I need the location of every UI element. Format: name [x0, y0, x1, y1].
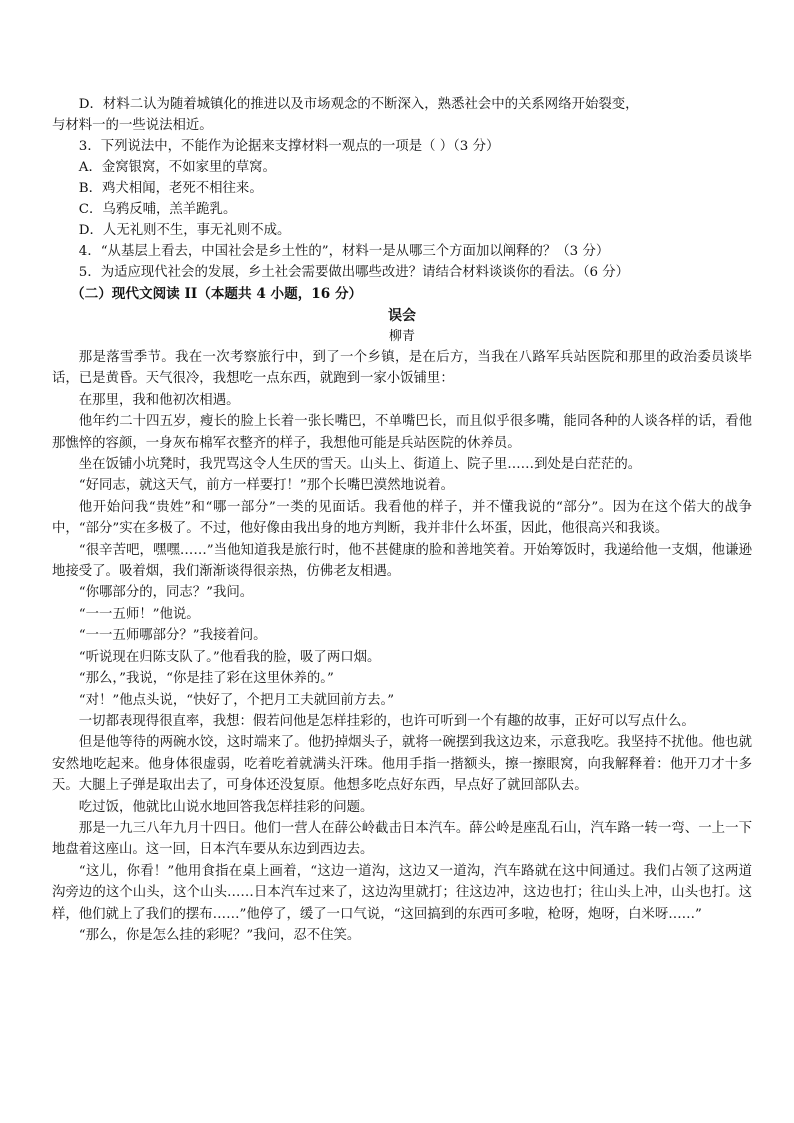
- question-4: 4．“从基层上看去，中国社会是乡土性的”，材料一是从哪三个方面加以阐释的？（3 分）: [78, 244, 610, 259]
- article-body: [52, 347, 752, 946]
- paragraph: “你哪部分的，同志？”我问。: [78, 585, 254, 601]
- paragraph: “一一五师哪部分？”我接着问。: [78, 628, 267, 644]
- article-author: 柳青: [388, 329, 415, 344]
- paragraph: “听说现在归陈支队了。”他看我的脸，吸了两口烟。: [78, 649, 381, 665]
- question-5: 5．为适应现代社会的发展，乡土社会需要做出哪些改进？请结合材料谈谈你的看法。（6 分）: [78, 265, 630, 280]
- paragraph: “那么，你是怎么挂的彩呢？”我问，忍不住笑。: [78, 927, 361, 943]
- section-heading: （二）现代文阅读 II（本题共 4 小题，16 分）: [71, 286, 363, 302]
- option-d-line2: 与材料一的一些说法相近。: [52, 118, 213, 133]
- document-page: [52, 94, 752, 946]
- question-3-option-c: C．乌鸦反哺，羔羊跪乳。: [78, 202, 237, 217]
- paragraph: 他年约二十四五岁，瘦长的脸上长着一张长嘴巴，不单嘴巴长，而且似乎很多嘴，能同各种的人谈各样的话，看他那憔悴的容颜，一身灰布棉军衣整齐的样子，我想他可能是兵站医院的休养员。: [52, 414, 752, 451]
- paragraph: 吃过饭，他就比山说水地回答我怎样挂彩的问题。: [78, 799, 374, 815]
- paragraph: “一一五师！”他说。: [78, 606, 200, 622]
- question-3: 3．下列说法中，不能作为论据来支撑材料一观点的一项是（ ）（3 分）: [78, 139, 500, 154]
- paragraph: 一切都表现得很直率，我想：假若问他是怎样挂彩的，也许可听到一个有趣的故事，正好可以写点什么。: [78, 713, 695, 729]
- paragraph: 那是一九三八年九月十四日。他们一营人在薛公岭截击日本汽车。薛公岭是座乱石山，汽车路一转一弯、一上一下地盘着这座山。这一回，日本汽车要从东边到西边去。: [52, 820, 752, 858]
- paragraph: “这儿，你看！”他用食指在桌上画着，“这边一道沟，这边又一道沟，汽车路就在这中间通过。我们占领了这两道沟旁边的这个山头，这个山头……日本汽车过来了，这边沟里就打；往这边冲，这边也打；往山头上冲，山头也打。这样，他们就上了我们的摆布……”他停了，缓了一口气说，“这回搞到的东西可多啦，枪呀，炮呀，白米呀……”: [52, 863, 752, 922]
- article-title: 误会: [388, 308, 416, 324]
- option-d-line1: D．材料二认为随着城镇化的推进以及市场观念的不断深入，熟悉社会中的关系网络开始裂变，: [78, 97, 639, 112]
- paragraph: 坐在饭铺小坑凳时，我咒骂这令人生厌的雪天。山头上、街道上、院子里……到处是白茫茫的。: [78, 457, 642, 473]
- question-3-option-b: B．鸡犬相闻，老死不相往来。: [78, 181, 263, 196]
- paragraph: “好同志，就这天气，前方一样要打！”那个长嘴巴漠然地说着。: [78, 478, 455, 494]
- paragraph: 他开始问我“贵姓”和“哪一部分”一类的见面话。我看他的样子，并不懂我说的“部分”。因为在这个偌大的战争中，“部分”实在多极了。不过，他好像由我出身的地方判断，我并非什么坏蛋，因此，他很高兴和我谈。: [52, 499, 752, 537]
- paragraph: “很辛苦吧，嘿嘿……”当他知道我是旅行时，他不甚健康的脸和善地笑着。开始筹饭时，我递给他一支烟，他谦逊地接受了。吸着烟，我们渐渐谈得很亲热，仿佛老友相遇。: [52, 542, 752, 580]
- question-3-option-d: D．人无礼则不生，事无礼则不成。: [78, 223, 291, 238]
- paragraph: “那么，”我说，“你是挂了彩在这里休养的。”: [78, 671, 334, 687]
- paragraph: “对！”他点头说，“快好了，个把月工夫就回前方去。”: [78, 692, 395, 708]
- paragraph: 但是他等待的两碗水饺，这时端来了。他扔掉烟头子，就将一碗摆到我这边来，示意我吃。我坚持不扰他。他也就安然地吃起来。他身体很虚弱，吃着吃着就满头汗珠。他用手指一揩额头，擦一擦眼窝，向我解释着：他开刀才十多天。大腿上子弹是取出去了，可身体还没复原。他想多吃点好东西，早点好了就回部队去。: [52, 735, 752, 794]
- paragraph: 那是落雪季节。我在一次考察旅行中，到了一个乡镇，是在后方，当我在八路军兵站医院和那里的政治委员谈毕话，已是黄昏。天气很冷，我想吃一点东西，就跑到一家小饭铺里：: [52, 350, 752, 387]
- paragraph: 在那里，我和他初次相遇。: [78, 392, 240, 408]
- question-3-option-a: A．金窝银窝，不如家里的草窝。: [78, 160, 276, 175]
